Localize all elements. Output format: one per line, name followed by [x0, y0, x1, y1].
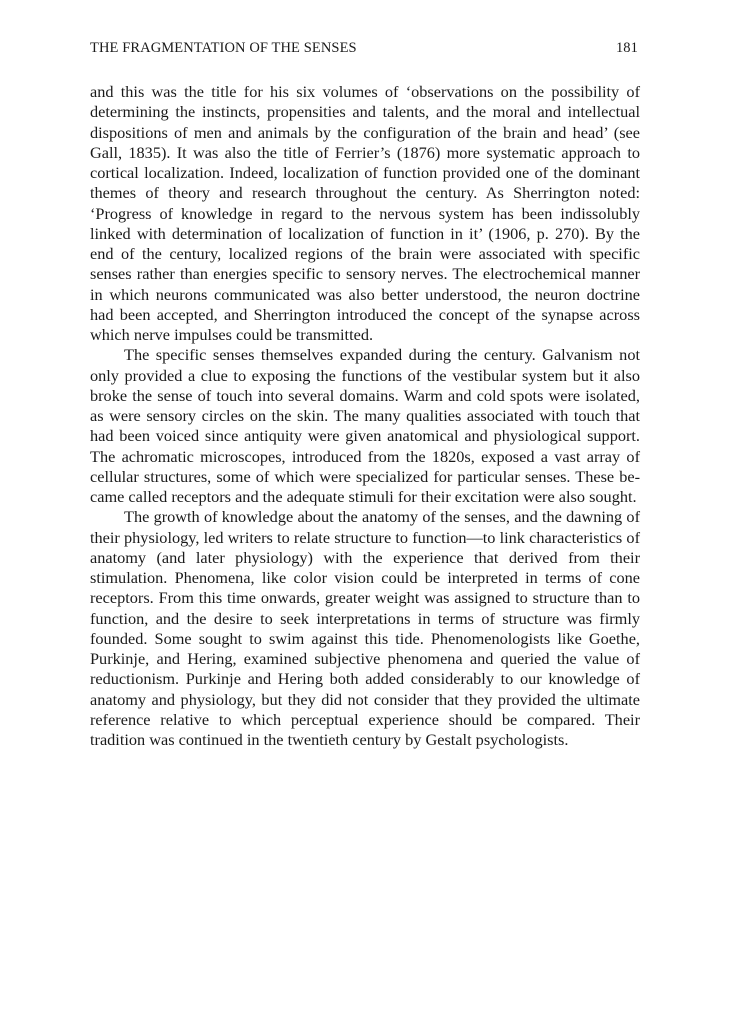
page-number: 181 [615, 40, 638, 56]
paragraph-1: and this was the title for his six volumes of ‘observations on the possibility of determining the instincts, propensities and talents, and the moral and intellectual dispositions of men and animals by the configuration of the brain and head’ (see Gall, 1835). It was also the title of Ferrier’s (1876) more systematic approach to cortical localization. Indeed, localization of function provided one of the dominant themes of theory and research throughout the century. As Sherrington noted: ‘Progress of knowledge in regard to the nervous system has been indissolubly linked with determination of localization of function in it’ (1906, p. 270). By the end of the century, localized regions of the brain were associated with specific senses rather than energies specific to sensory nerves. The electrochemical manner in which neurons communicated was also better understood, the neuron doctrine had been accepted, and Sherrington introduced the concept of the synapse across which nerve impulses could be transmitted. [90, 82, 640, 344]
book-page [90, 40, 640, 750]
running-title: THE FRAGMENTATION OF THE SENSES [90, 40, 357, 56]
body-text [90, 82, 640, 750]
running-head [90, 40, 640, 62]
paragraph-2: The specific senses themselves expanded during the century. Galvanism not only provided a clue to exposing the functions of the vestibular system but it also broke the sense of touch into several domains. Warm and cold spots were isolated, as were sensory circles on the skin. The many qualities associated with touch that had been voiced since antiquity were given anatomical and physiological support. The achromatic microscopes, introduced from the 1820s, exposed a vast array of cellular structures, some of which were specialized for particular senses. These became called receptors and the adequate stimuli for their excitation were also sought. [90, 345, 640, 506]
paragraph-3: The growth of knowledge about the anatomy of the senses, and the dawning of their physiology, led writers to relate structure to function—to link characteristics of anatomy (and later physiology) with the experience that derived from their stimulation. Phenomena, like color vision could be interpreted in terms of cone receptors. From this time onwards, greater weight was assigned to structure than to function, and the desire to seek interpretations in terms of structure was firmly founded. Some sought to swim against this tide. Phenomenologists like Goethe, Purkinje, and Hering, examined subjective phenomena and queried the value of reductionism. Purkinje and Hering both added considerably to our knowledge of anatomy and physiology, but they did not consider that they provided the ultimate reference relative to which perceptual experience should be compared. Their tradition was continued in the twentieth century by Gestalt psychologists. [90, 507, 640, 749]
